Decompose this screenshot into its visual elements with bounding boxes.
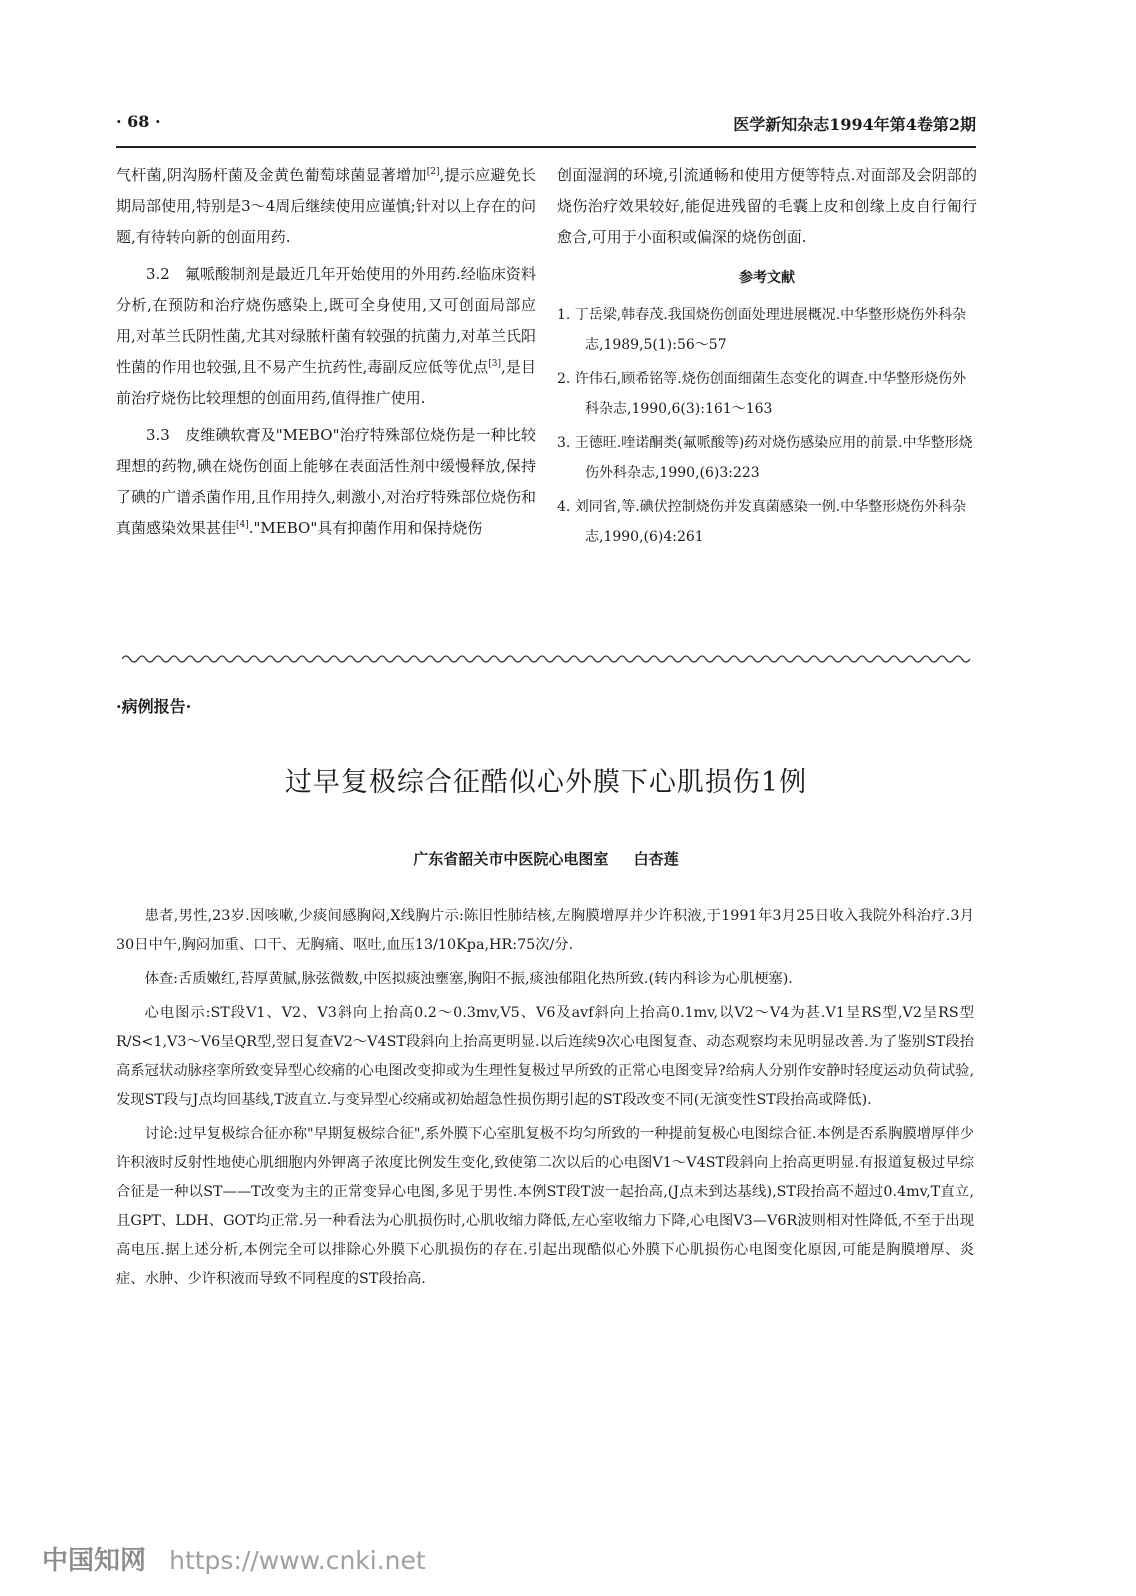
article-body [116, 902, 974, 1299]
author-line [116, 848, 976, 869]
paragraph-3-2: 3.2 氟哌酸制剂是最近几年开始使用的外用药.经临床资料分析,在预防和治疗烧伤感染上,既可全身使用,又可创面局部应用,对革兰氏阴性菌,尤其对绿脓杆菌有较强的抗菌力,对革兰氏阳性菌的作用也较强,且不易产生抗药性,毒副反应低等优点[3],是目前治疗烧伤比较理想的创面用药,值得推广使用. [116, 265, 536, 407]
page-header [116, 112, 976, 142]
reference-item: 1. 丁岳梁,韩春茂.我国烧伤创面处理进展概况.中华整形烧伤外科杂志,1989,5(1):56～57 [557, 307, 967, 353]
ornamental-divider [122, 652, 972, 666]
paragraph: 创面湿润的环境,引流通畅和使用方便等特点.对面部及会阴部的烧伤治疗效果较好,能促进残留的毛囊上皮和创缘上皮自行匍行愈合,可用于小面积或偏深的烧伤创面. [557, 166, 977, 246]
cnki-logo: 中国知网 [42, 1546, 147, 1576]
journal-issue: 医学新知杂志1994年第4卷第2期 [733, 115, 976, 134]
body-paragraph: 讨论:过早复极综合征亦称"早期复极综合征",系外膜下心室肌复极不均匀所致的一种提前复极心电图综合征.本例是否系胸膜增厚伴少许积液时反射性地使心肌细胞内外钾离子浓度比例发生变化,致使第二次以后的心电图V1～V4ST段斜向上抬高更明显.有报道复极过早综合征是一种以ST——T改变为主的正常变异心电图,多见于男性.本例ST段T波一起抬高,(J点未到达基线),ST段抬高不超过0.4mv,T直立,且GPT、LDH、GOT均正常.另一种看法为心肌损伤时,心肌收缩力降低,左心室收缩力下降,心电图V3—V6R波则相对性降低,不至于出现高电压.据上述分析,本例完全可以排除心外膜下心肌损伤的存在.引起出现酷似心外膜下心肌损伤心电图变化原因,可能是胸膜增厚、炎症、水肿、少许积液而导致不同程度的ST段抬高. [116, 1126, 974, 1287]
paragraph-3-3: 3.3 皮维碘软膏及"MEBO"治疗特殊部位烧伤是一种比较理想的药物,碘在烧伤创面上能够在表面活性剂中缓慢释放,保持了碘的广谱杀菌作用,且作用持久,刺激小,对治疗特殊部位烧伤和真菌感染效果甚佳[4]."MEBO"具有抑菌作用和保持烧伤 [116, 426, 536, 537]
body-paragraph: 患者,男性,23岁.因咳嗽,少痰间感胸闷,X线胸片示:陈旧性肺结核,左胸膜增厚并少许积液,于1991年3月25日收入我院外科治疗.3月30日中午,胸闷加重、口干、无胸痛、呕吐,血压13/10Kpa,HR:75次/分. [116, 908, 974, 953]
reference-item: 3. 王德旺.喹诺酮类(氟哌酸等)药对烧伤感染应用的前景.中华整形烧伤外科杂志,1990,(6)3:223 [557, 435, 973, 481]
references-heading: 参考文献 [739, 270, 795, 286]
body-paragraph: 心电图示:ST段V1、V2、V3斜向上抬高0.2～0.3mv,V5、V6及avf斜向上抬高0.1mv,以V2～V4为甚.V1呈RS型,V2呈RS型R/S<1,V3～V6呈QR型,翌日复查V2～V4ST段斜向上抬高更明显.以后连续9次心电图复查、动态观察均未见明显改善.为了鉴别ST段抬高系冠状动脉痉挛所致变异型心绞痛的心电图改变抑或为生理性复极过早所致的正常心电图变异?给病人分别作安静时轻度运动负荷试验,发现ST段与J点均回基线,T波直立.与变异型心绞痛或初始超急性损伤期引起的ST段改变不同(无演变性ST段抬高或降低). [116, 1005, 974, 1108]
reference-item: 2. 许伟石,顾希铭等.烧伤创面细菌生态变化的调查.中华整形烧伤外科杂志,1990,6(3):161～163 [557, 371, 967, 417]
paragraph: 气杆菌,阴沟肠杆菌及金黄色葡萄球菌显著增加[2],提示应避免长期局部使用,特别是3～4周后继续使用应谨慎;针对以上存在的问题,有待转向新的创面用药. [116, 166, 536, 246]
article-title: 过早复极综合征酷似心外膜下心肌损伤1例 [284, 767, 808, 798]
header-rule [116, 146, 976, 148]
page-number: · 68 · [116, 112, 161, 131]
right-column [557, 160, 977, 556]
footer-watermark [42, 1540, 426, 1577]
affiliation: 广东省韶关市中医院心电图室 [413, 850, 609, 868]
citation[interactable]: [3] [488, 359, 502, 369]
wave-divider-icon [122, 652, 972, 666]
section-tag: ·病例报告· [116, 697, 192, 716]
citation[interactable]: [4] [236, 520, 249, 530]
cnki-url[interactable]: https://www.cnki.net [169, 1546, 426, 1575]
reference-item: 4. 刘同省,等.碘伏控制烧伤并发真菌感染一例.中华整形烧伤外科杂志,1990,(6)4:261 [557, 499, 967, 545]
citation[interactable]: [2] [426, 167, 440, 177]
left-column [116, 160, 536, 544]
body-paragraph: 体查:舌质嫩红,苔厚黄腻,脉弦微数,中医拟痰浊壅塞,胸阳不振,痰浊郁阻化热所致.(转内科诊为心肌梗塞). [144, 971, 793, 987]
author-name: 白杏莲 [633, 850, 679, 868]
